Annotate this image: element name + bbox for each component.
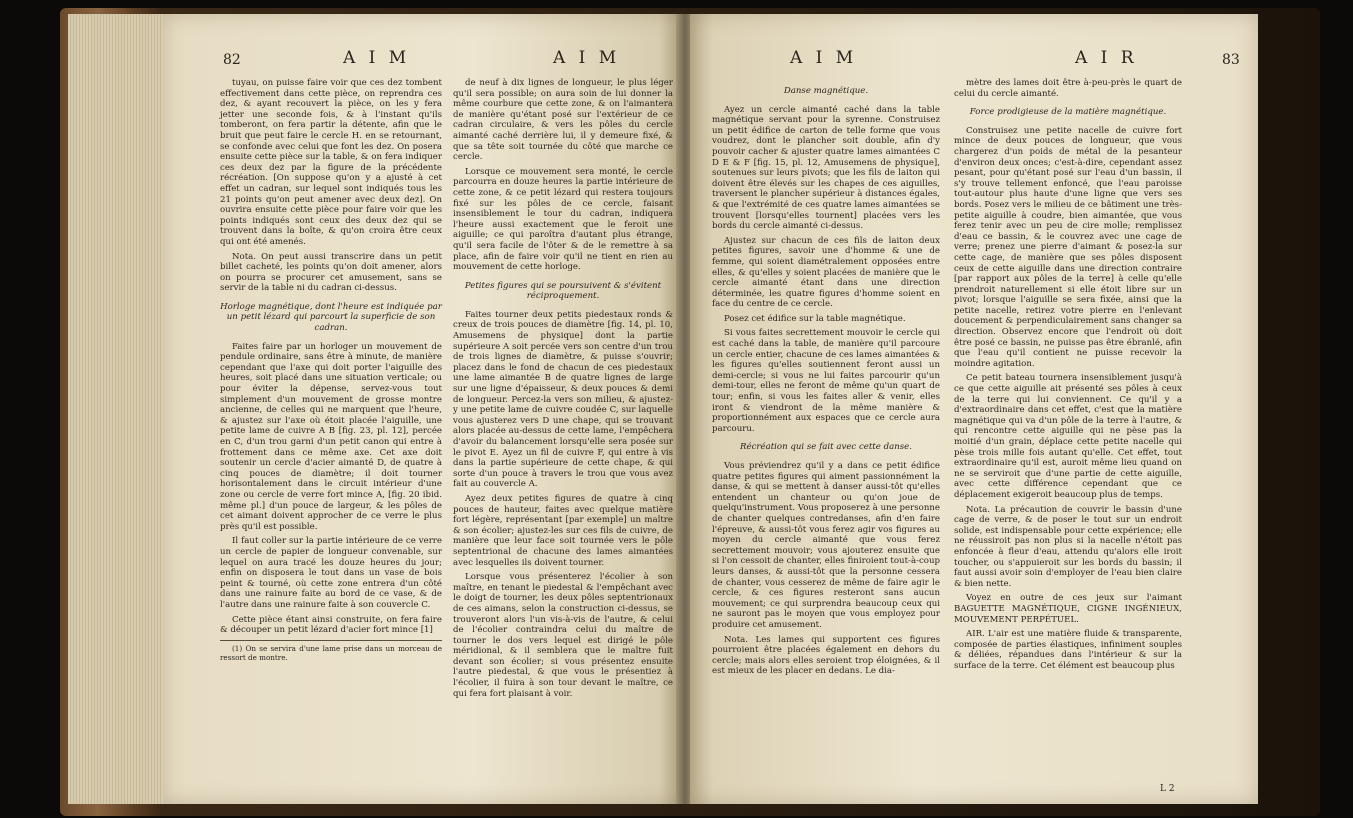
paragraph: Ayez un cercle aimanté caché dans la table magnétique servant pour la syrenne. Construisez un petit édifice de carton de telle forme que vous voudrez, dont le plancher soit double, afin d'y pouvoir cacher & ajuster quatre lames aimantées C D E & F [fig. 15, pl. 12, Amusemens de physique], soutenues sur leurs pivots; que les fils de laiton qui doivent être élevés sur les chapes de ces aiguilles, traversent le plancher supérieur à distances égales, & que l'extrémité de ces quatre lames aimantées se trouvent [lorsqu'elles tournent] placées vers les bords du cercle aimanté ci-dessus.: [712, 104, 940, 232]
paragraph: Nota. La précaution de couvrir le bassin d'une cage de verre, & de poser le tout sur un endroit solide, est indispensable pour cette expérience; elle ne réussiroit pas non plus si la nacelle n'étoit pas enfoncée à fleur d'eau, attendu qu'alors elle iroit toucher, ou s'appuieroit sur les bords du bassin; il faut aussi avoir soin d'employer de l'eau bien claire & bien nette.: [954, 504, 1182, 589]
paragraph: Faites tourner deux petits piedestaux ronds & creux de trois pouces de diamètre [fig. 14, pl. 10, Amusemens de physique] dont la partie supérieure A soit percée vers son centre d'un trou de trois lignes de diamètre, & puisse s'ouvrir; placez dans le fond de chacun de ces piedestaux une lame aimantée B de quatre lignes de large sur une ligne d'épaisseur, & deux pouces & demi de longueur. Percez-la vers son milieu, & ajustez-y une petite lame de cuivre coudée C, sur laquelle vous ajusterez vers D une chape, qui se trouvant alors placée au-dessus de cette lame, l'empêchera d'avoir du balancement lorsqu'elle sera posée sur le pivot E. Ayez un fil de cuivre F, qui entre à vis dans la partie supérieure de cette chape, & qui sorte d'un pouce à travers le trou que vous avez fait au couvercle A.: [453, 309, 673, 490]
right-heading-1: A I M: [790, 48, 858, 68]
paragraph: mètre des lames doit être à-peu-près le quart de celui du cercle aimanté.: [954, 78, 1182, 99]
paragraph: de neuf à dix lignes de longueur, le plus léger qu'il sera possible; on aura soin de lui donner la même courbure que cette zone, & on l'aimantera de manière qu'étant posé sur l'extérieur de ce cadran circulaire, & vers les pôles du cercle aimanté caché derrière lui, il y demeure fixé, & que sa tête soit tournée du côté que marche ce cercle.: [453, 78, 673, 163]
paragraph: AIR. L'air est une matière fluide & transparente, composée de parties élastiques, infiniment souples & déliées, répandues dans l'intérieur & sur la surface de la terre. Cet élément est beaucoup plus: [954, 629, 1182, 671]
section-title: Horloge magnétique, dont l'heure est indiquée par un petit lézard qui parcourt la superficie de son cadran.: [220, 301, 442, 334]
section-title: Force prodigieuse de la matière magnétique.: [969, 107, 1167, 118]
right-page-number: 83: [1222, 52, 1240, 68]
right-column-2: [954, 78, 1182, 675]
right-page: [690, 14, 1258, 804]
left-heading-2: A I M: [553, 48, 621, 68]
paragraph: Il faut coller sur la partie intérieure de ce verre un cercle de papier de longueur convenable, sur lequel on aura tracé les douze heures du jour; enfin on disposera le tout dans un vase de bois peint & tourné, où cette zone entrera d'un côté dans une rainure faite au bord de ce vase, & de l'autre dans une rainure faite à son couvercle C.: [220, 536, 442, 610]
left-column-2: [453, 78, 673, 703]
paragraph: Posez cet édifice sur la table magnétique.: [724, 313, 906, 324]
footnote: (1) On se servira d'une lame prise dans un morceau de ressort de montre.: [220, 640, 442, 662]
paragraph: Lorsque ce mouvement sera monté, le cercle parcourra en douze heures la partie intérieure de cette zone, & ce petit lézard qui restera toujours fixé sur les pôles de ce cercle, faisant insensiblement le tour du cadran, indiquera l'heure aussi exactement que le feroit une aiguille; ce qui paroîtra d'autant plus étrange, qu'il sera facile de l'ôter & de le remettre à sa place, afin de faire voir qu'il ne tient en rien au mouvement de cette horloge.: [453, 166, 673, 273]
paragraph: Ce petit bateau tournera insensiblement jusqu'à ce que cette aiguille ait présenté ses pôles à ceux de la terre qui lui conviennent. Ce qu'il y a d'extraordinaire dans cet effet, c'est que la matière magnétique qui va d'un pôle de la terre à l'autre, & qui rencontre cette aiguille qui ne pèse pas la moitié d'un grain, déplace cette petite nacelle qui pèse trois mille fois autant qu'elle. Cet effet, tout extraordinaire qu'il est, auroit même lieu quand on ne se serviroit que d'une partie de cette aiguille, avec cette différence cependant que ce déplacement exigeroit beaucoup plus de temps.: [954, 373, 1182, 500]
paragraph: Cette pièce étant ainsi construite, on fera faire & découper un petit lézard d'acier fort mince [1]: [220, 614, 442, 636]
page-edges: [68, 14, 166, 804]
left-column-1: [220, 78, 442, 666]
paragraph: Voyez en outre de ces jeux sur l'aimant BAGUETTE MAGNÉTIQUE, CIGNE INGÉNIEUX, MOUVEMENT PERPÉTUEL.: [954, 593, 1182, 625]
right-column-1: [712, 78, 940, 681]
left-heading-1: A I M: [343, 48, 411, 68]
section-title: Danse magnétique.: [783, 86, 869, 96]
paragraph: Ayez deux petites figures de quatre à cinq pouces de hauteur, faites avec quelque matière fort légère, représentant [par exemple] un maître & son écolier; ajustez-les sur ces fils de cuivre, de manière que leur face soit tournée vers le pôle septentrional de chacune des lames aimantées avec lesquelles ils doivent tourner.: [453, 493, 673, 568]
paragraph: Lorsque vous présenterez l'écolier à son maître, en tenant le piedestal & l'empêchant avec le doigt de tourner, les deux pôles septentrionaux de ces aimans, selon la construction ci-dessus, se trouveront alors l'un vis-à-vis de l'autre, & celui de l'écolier contraindra celui du maître de tourner le dos vers lequel est dirigé le pôle méridional, & il semblera que le maître fuit devant son écolier; si vous présentez ensuite l'autre piedestal, & que vous le présentiez à l'écolier, il fuira à son tour devant le maître, ce qui fera fort plaisant à voir.: [453, 572, 673, 699]
paragraph: Nota. Les lames qui supportent ces figures pourroient être placées également en dehors du cercle; mais alors elles seroient trop éloignées, & il est mieux de les placer en dedans. Le dia-: [712, 634, 940, 677]
paragraph: Construisez une petite nacelle de cuivre fort mince de deux pouces de longueur, que vous chargerez d'un poids de métal de la pesanteur d'environ deux onces; c'est-à-dire, cependant assez pesant, pour qu'étant posé sur l'eau d'un bassin, il s'y trouve tellement enfoncé, que l'eau paroisse tout-autour plus haute d'une ligne que vers ses bords. Posez vers le milieu de ce bâtiment une très-petite aiguille à coudre, bien aimantée, que vous ferez tenir avec un peu de cire molle; remplissez d'eau ce bassin, & le couvrez avec une cage de verre; prenez une pierre d'aimant & posez-la sur cette cage, de manière que ses pôles disposent ceux de cette aiguille dans une direction contraire [par rapport aux pôles de la terre] à celle qu'elle prendroit naturellement si elle étoit libre sur un pivot; lorsque l'aiguille se sera fixée, ainsi que la petite nacelle, retirez votre pierre en l'enlevant doucement & perpendiculairement sans changer sa direction. Observez encore que l'endroit où doit être posé ce bassin, ne puisse pas être ébranlé, afin que l'eau qu'il contient ne puisse recevoir la moindre agitation.: [954, 125, 1182, 369]
paragraph: Ajustez sur chacun de ces fils de laiton deux petites figures, savoir une d'homme & une de femme, qui soient diamétralement opposées entre elles, & qu'elles y soient placées de manière que le cercle aimanté étant dans une direction déterminée, les quatre figures d'homme soient en face du centre de ce cercle.: [712, 235, 940, 310]
paragraph: Vous préviendrez qu'il y a dans ce petit édifice quatre petites figures qui aiment passionnément la danse, & qui se mettent à danser aussi-tôt qu'elles entendent un chanteur ou qu'on joue de quelqu'instrument. Vous proposerez à une personne de chanter quelques contredanses, afin d'en faire l'épreuve, & aussi-tôt vous ferez agir vos figures au moyen du cercle aimanté que vous ferez secrettement mouvoir; vous ajouterez ensuite que si l'on cessoit de chanter, elles finiroient tout-à-coup leurs danses, & aussi-tôt que la personne cessera de chanter, vous cesserez de même de faire agir le cercle, & ces figures resteront sans aucun mouvement; ce qui surprendra beaucoup ceux qui ne sauront pas le moyen que vous employez pour produire cet amusement.: [712, 461, 940, 630]
paragraph: Faites faire par un horloger un mouvement de pendule ordinaire, sans être à minute, de manière cependant que l'axe qui doit porter l'aiguille des heures, soit placé dans une situation verticale; ou pour éviter la dépense, servez-vous tout simplement d'un mouvement de grosse montre ancienne, de celles qui ne marquent que l'heure, & ajustez sur l'axe où étoit placée l'aiguille, une petite lame de cuivre A B [fig. 23, pl. 12], percée en C, d'un trou garni d'un petit canon qui entre à frottement dans ce même axe. Cet axe doit soutenir un cercle d'acier aimanté D, de quatre à cinq pouces de diamètre; il doit tourner horisontalement dans le circuit intérieur d'une zone ou cercle de verre fort mince A, [fig. 20 ibid. même pl.] d'un pouce de largeur, & les pôles de cet aimant doivent approcher de ce verre le plus près qu'il est possible.: [220, 341, 442, 532]
right-heading-2: A I R: [1075, 48, 1138, 68]
paragraph: Si vous faites secrettement mouvoir le cercle qui est caché dans la table, de manière qu'il parcoure un cercle entier, chacune de ces lames aimantées & les figures qu'elles soutiennent feront aussi un demi-cercle; si vous ne lui faites parcourir qu'un demi-tour, elles ne feront de même qu'un quart de tour; enfin, si vous les faites aller & venir, elles iront & viendront de la même manière & proportionnément aux espaces que ce cercle aura parcouru.: [712, 328, 940, 434]
signature-mark: L 2: [1160, 784, 1175, 794]
paragraph: tuyau, on puisse faire voir que ces dez tombent effectivement dans cette pièce, on reprendra ces dez, & ayant recouvert la pièce, on les y fera jetter une seconde fois, & à l'instant qu'ils tomberont, on fera partir la détente, afin que le bruit que peut faire le cercle H. en se retournant, se confonde avec celui que font les dez. On posera ensuite cette pièce sur la table, & on fera indiquer ces deux dez par la figure de la précédente récréation. [On suppose qu'on y a ajusté à cet effet un cadran, sur lequel sont indiqués tous les 21 points qu'on peut amener avec deux dez]. On ouvrira ensuite cette pièce pour faire voir que les points indiqués sont ceux des deux dez qui se trouvent dans la boîte, & qu'on croira être ceux qui ont été amenés.: [220, 78, 442, 247]
paragraph: Nota. On peut aussi transcrire dans un petit billet cacheté, les points qu'on doit amener, alors on pourra se procurer cet amusement, sans se servir de la table ni du cadran ci-dessus.: [220, 251, 442, 294]
section-title: Récréation qui se fait avec cette danse.: [740, 442, 912, 453]
left-page-number: 82: [223, 52, 241, 68]
section-title: Petites figures qui se poursuivent & s'évitent réciproquement.: [464, 280, 662, 302]
left-page: [163, 14, 680, 804]
